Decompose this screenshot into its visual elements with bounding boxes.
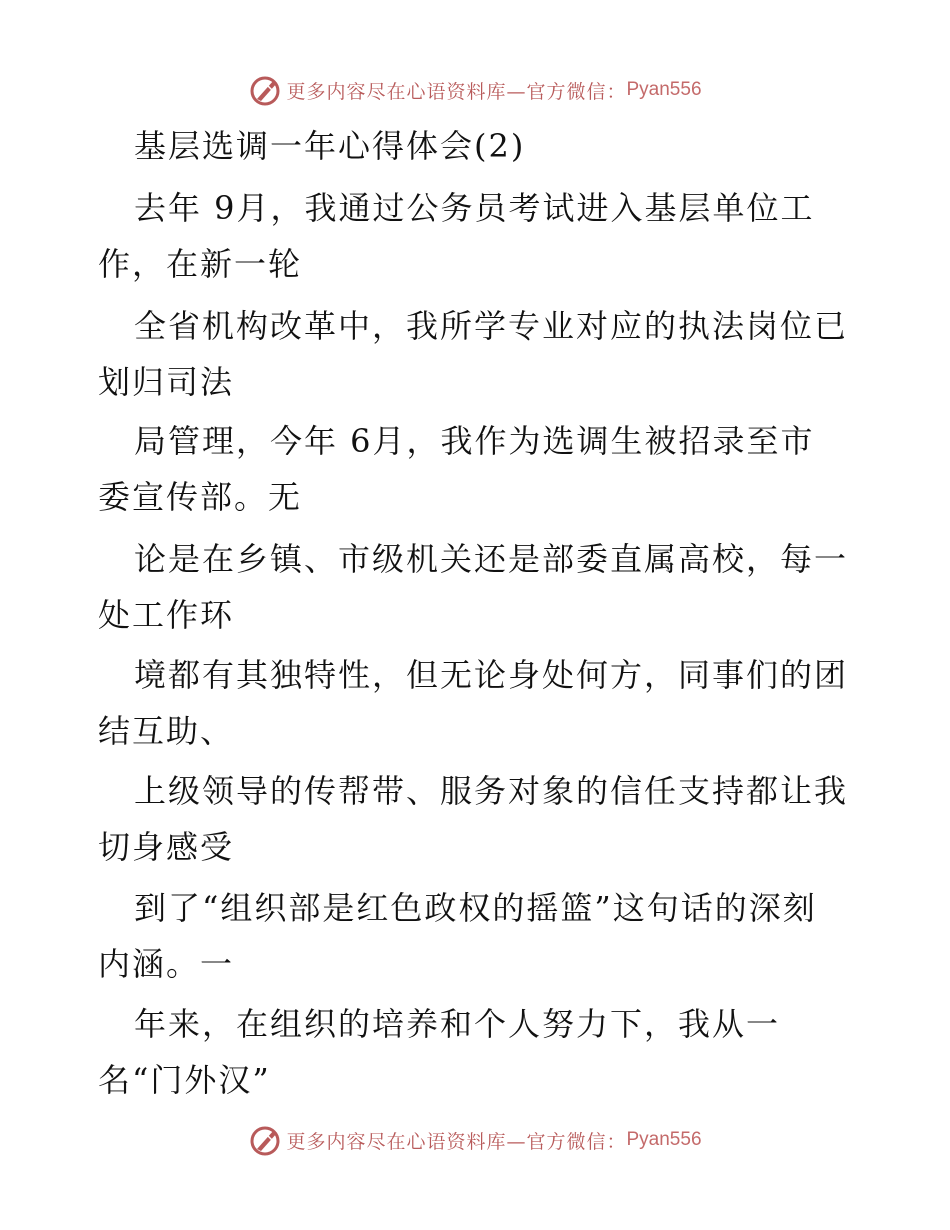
paragraph-line: 到了“组织部是红色政权的摇篮”这句话的深刻 xyxy=(134,889,817,927)
header-watermark xyxy=(0,70,950,110)
paragraph-line: 结互助、 xyxy=(98,712,235,750)
quill-logo-icon xyxy=(248,73,282,107)
paragraph-line: 年来，在组织的培养和个人努力下，我从一 xyxy=(134,1005,781,1043)
paragraph-line: 内涵。一 xyxy=(98,945,235,983)
watermark-wechat-id: Pyan556 xyxy=(626,1129,702,1150)
paragraph-line: 去年 9月，我通过公务员考试进入基层单位工 xyxy=(134,189,815,227)
document-title: 基层选调一年心得体会(2) xyxy=(134,127,526,165)
paragraph-line: 作，在新一轮 xyxy=(98,245,303,283)
footer-watermark xyxy=(0,1120,950,1160)
paragraph-line: 上级领导的传帮带、服务对象的信任支持都让我 xyxy=(134,772,849,810)
paragraph-line: 名“门外汉” xyxy=(98,1061,271,1099)
paragraph-line: 局管理，今年 6月，我作为选调生被招录至市 xyxy=(134,422,815,460)
paragraph-line: 境都有其独特性，但无论身处何方，同事们的团 xyxy=(134,656,849,694)
paragraph-line: 划归司法 xyxy=(98,363,235,401)
paragraph-line: 切身感受 xyxy=(98,828,235,866)
quill-logo-icon xyxy=(248,1123,282,1157)
paragraph-line: 委宣传部。无 xyxy=(98,478,303,516)
watermark-text: 更多内容尽在心语资料库—官方微信： xyxy=(286,1130,627,1153)
paragraph-line: 全省机构改革中，我所学专业对应的执法岗位已 xyxy=(134,307,849,345)
watermark-text: 更多内容尽在心语资料库—官方微信： xyxy=(286,80,627,103)
paragraph-line: 论是在乡镇、市级机关还是部委直属高校，每一 xyxy=(134,540,849,578)
watermark-wechat-id: Pyan556 xyxy=(626,79,702,100)
paragraph-line: 处工作环 xyxy=(98,596,235,634)
